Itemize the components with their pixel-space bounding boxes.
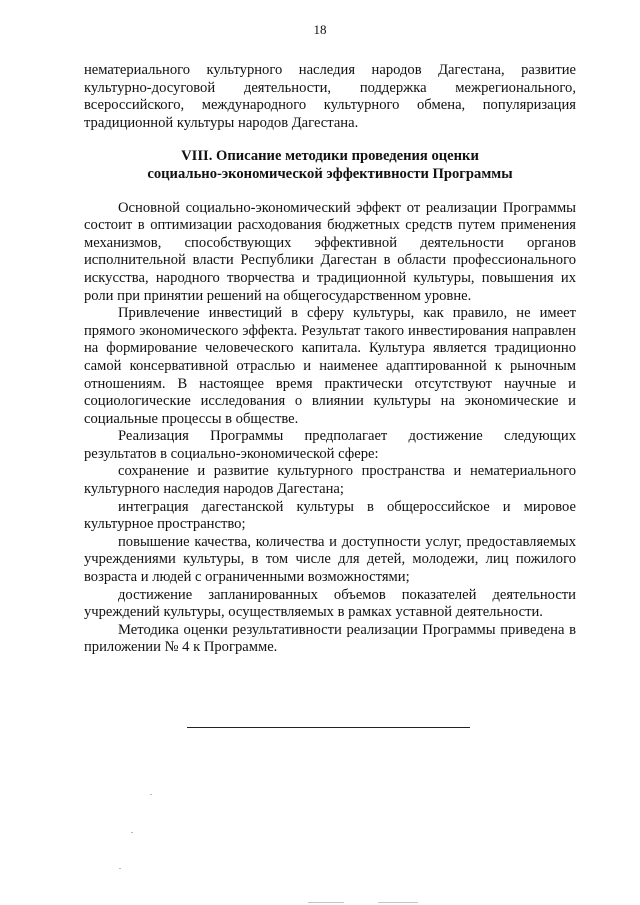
result-item-quality: повышение качества, количества и доступности услуг, предоставляемых учреждениями культуры, в том числе для детей, молодежи, лиц пожилого возраста и людей с ограниченными возможностями; (84, 533, 576, 586)
scan-speck (119, 868, 121, 869)
result-item-preservation: сохранение и развитие культурного пространства и нематериального культурного наследия народов Дагестана; (84, 463, 576, 498)
paragraph-effect: Основной социально-экономический эффект от реализации Программы состоит в оптимизации расходования бюджетных средств путем применения механизмов, способствующих эффективной деятельности органов исполнительной власти Республики Дагестан в области профессионального искусства, народного творчества и традиционной культуры, повышения их роли при принятии решений на общегосударственном уровне. (84, 199, 576, 304)
paragraph-results-intro: Реализация Программы предполагает достижение следующих результатов в социально-экономической сфере: (84, 428, 576, 462)
section-heading-line-2: социально-экономической эффективности Программы (147, 165, 513, 182)
section-heading (84, 148, 576, 183)
paragraph-methodology: Методика оценки результативности реализации Программы приведена в приложении № 4 к Программе. (84, 621, 576, 656)
section-heading-line-1: VIII. Описание методики проведения оценки (181, 148, 479, 165)
scan-edge-mark (308, 902, 344, 903)
scan-edge-mark (378, 902, 418, 903)
document-body (84, 62, 576, 657)
page-number: 18 (313, 22, 327, 37)
scan-speck (131, 832, 133, 833)
result-item-targets: достижение запланированных объемов показателей деятельности учреждений культуры, осуществляемых в рамках уставной деятельности. (84, 586, 576, 621)
end-divider-line (187, 727, 470, 728)
scan-speck (150, 794, 152, 795)
intro-paragraph: нематериального культурного наследия народов Дагестана, развитие культурно-досуговой деятельности, поддержка межрегионального, всероссийского, международного культурного обмена, популяризация традиционной культуры народов Дагестана. (84, 62, 576, 131)
result-item-integration: интеграция дагестанской культуры в общероссийское и мировое культурное пространство; (84, 498, 576, 533)
paragraph-investment: Привлечение инвестиций в сферу культуры, как правило, не имеет прямого экономического эффекта. Результат такого инвестирования направлен на формирование человеческого капитала. Культура является традиционно самой консервативной отраслью и наименее адаптированной к рыночным отношениям. В настоящее время практически отсутствуют научные и социологические исследования о влиянии культуры на экономические и социальные процессы в обществе. (84, 305, 576, 427)
